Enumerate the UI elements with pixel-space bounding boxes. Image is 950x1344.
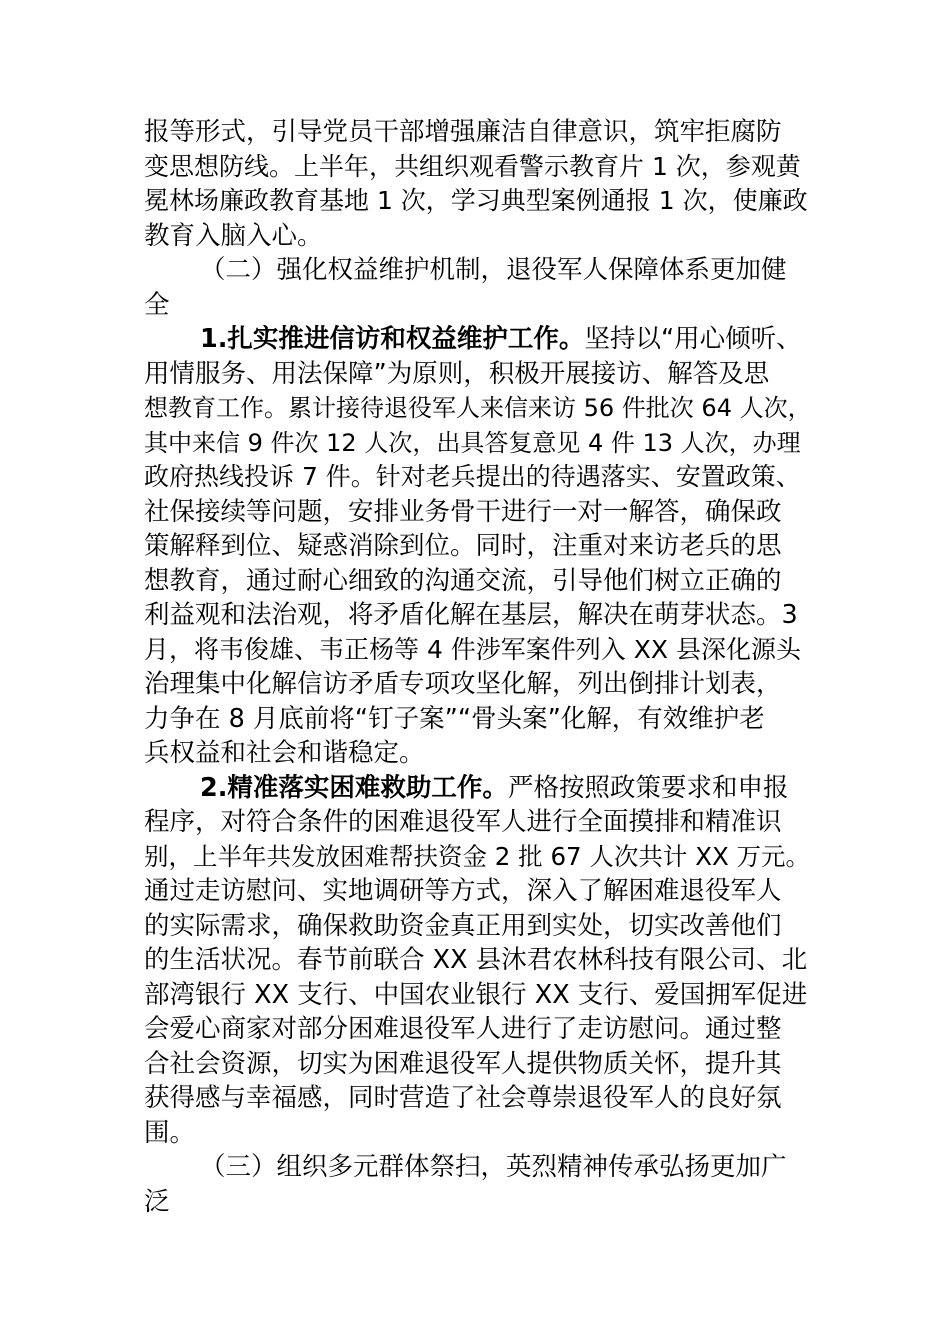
text-line: 报等形式，引导党员干部增强廉洁自律意识，筑牢拒腐防: [144, 117, 782, 147]
paragraph-discipline-education: [144, 115, 812, 253]
text-line: 治理集中化解信访矛盾专项攻坚化解，列出倒排计划表，: [144, 669, 782, 699]
text-line: 程序，对符合条件的困难退役军人进行全面摸排和精准识: [144, 807, 782, 837]
text-line-with-lead: [144, 771, 812, 806]
text-line: 兵权益和社会和谐稳定。: [144, 738, 425, 768]
text-line: 想教育工作。累计接待退役军人来信来访 56 件批次 64 人次，: [144, 394, 812, 422]
text-line-with-lead: [144, 322, 812, 357]
heading-line: （二）强化权益维护机制，退役军人保障体系更加健: [200, 255, 787, 285]
text-line: 合社会资源，切实为困难退役军人提供物质关怀，提升其: [144, 1048, 782, 1079]
text-line: 策解释到位、疑惑消除到位。同时，注重对来访老兵的思: [144, 531, 782, 561]
text-line: 想教育，通过耐心细致的沟通交流，引导他们树立正确的: [144, 565, 782, 596]
text-line: 力争在 8 月底前将“钉子案”“骨头案”化解，有效维护老: [144, 703, 765, 734]
text-line: 别，上半年共发放困难帮扶资金 2 批 67 人次共计 XX 万元。: [144, 841, 811, 871]
text-line: 政府热线投诉 7 件。针对老兵提出的待遇落实、安置政策、: [144, 462, 801, 491]
item-lead-title: 2.精准落实困难救助工作。: [200, 772, 508, 803]
text-line: 的生活状况。春节前联合 XX 县沐君农林科技有限公司、北: [144, 945, 808, 975]
text-line: 通过走访慰问、实地调研等方式，深入了解困难退役军人: [144, 876, 782, 906]
text-line: 会爱心商家对部分困难退役军人进行了走访慰问。通过整: [144, 1014, 782, 1044]
section-heading-martyrs-commemoration: [144, 1150, 812, 1219]
paragraph-hardship-relief: [144, 771, 812, 1151]
document-page: [144, 115, 812, 1219]
heading-line: 全: [144, 289, 170, 320]
text-line: 围。: [144, 1117, 196, 1148]
paragraph-petition-work: [144, 322, 812, 771]
text-line: 冕林场廉政教育基地 1 次，学习典型案例通报 1 次，使廉政: [144, 186, 808, 215]
text-line: 其中来信 9 件次 12 人次，出具答复意见 4 件 13 人次，办理: [144, 428, 801, 457]
text-line: 的实际需求，确保救助资金真正用到实处，切实改善他们: [144, 910, 782, 941]
text-line: 月，将韦俊雄、韦正杨等 4 件涉军案件列入 XX 县深化源头: [144, 634, 801, 664]
text-fragment: 坚持以“用心倾听、: [584, 324, 802, 354]
text-line: 社保接续等问题，安排业务骨干进行一对一解答，确保政: [144, 496, 782, 527]
section-heading-rights-protection: [144, 253, 812, 322]
text-line: 用情服务、用法保障”为原则，积极开展接访、解答及思: [144, 358, 770, 389]
item-lead-title: 1.扎实推进信访和权益维护工作。: [200, 324, 585, 354]
text-line: 部湾银行 XX 支行、中国农业银行 XX 支行、爱国拥军促进: [144, 979, 808, 1010]
text-fragment: 严格按照政策要求和申报: [507, 772, 789, 803]
heading-line: （三）组织多元群体祭扫，英烈精神传承弘扬更加广: [200, 1152, 787, 1182]
text-line: 获得感与幸福感，同时营造了社会尊崇退役军人的良好氛: [144, 1083, 782, 1113]
text-line: 变思想防线。上半年，共组织观看警示教育片 1 次，参观黄: [144, 151, 801, 181]
text-line: 利益观和法治观，将矛盾化解在基层，解决在萌芽状态。3: [144, 600, 798, 630]
text-line: 教育入脑入心。: [144, 220, 323, 251]
heading-line: 泛: [144, 1186, 170, 1217]
